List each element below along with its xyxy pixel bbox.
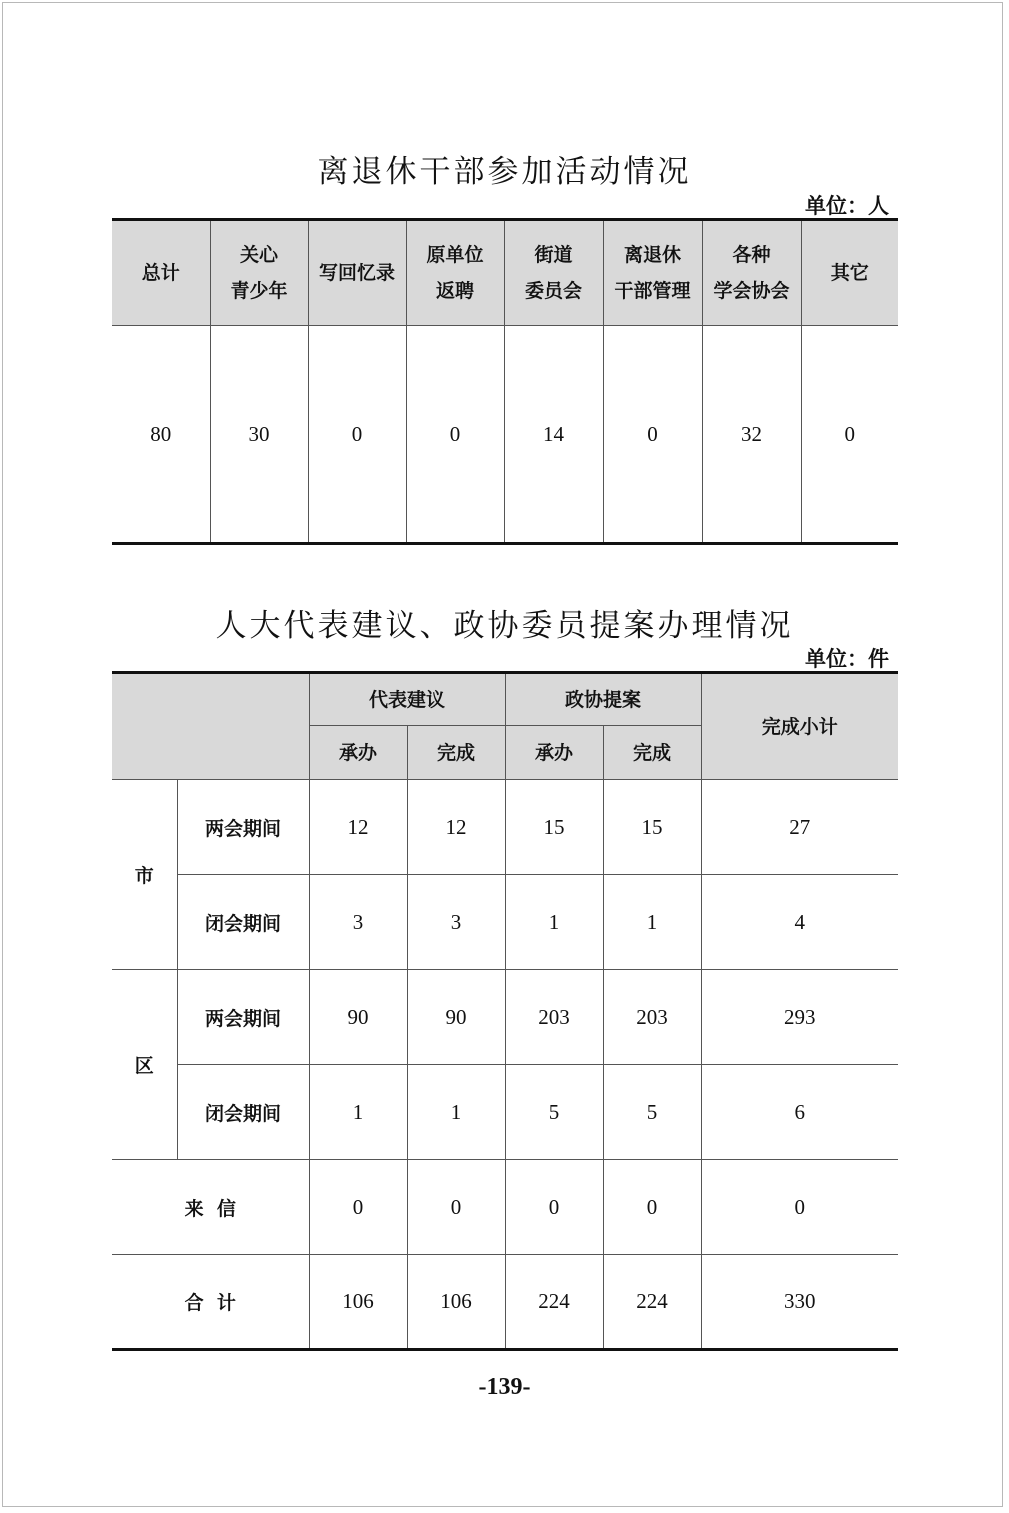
table-cell: 330 <box>701 1255 898 1350</box>
value-retiree-management: 0 <box>603 326 702 544</box>
header-associations: 各种 学会协会 <box>702 220 801 326</box>
value-youth-care: 30 <box>210 326 308 544</box>
table2-title: 人大代表建议、政协委员提案办理情况 <box>215 608 794 644</box>
table-cell: 106 <box>407 1255 505 1350</box>
table-cell: 3 <box>309 875 407 970</box>
value-other: 0 <box>801 326 898 544</box>
header-memoirs: 写回忆录 <box>308 220 406 326</box>
header-cppcc-completed: 完成 <box>603 726 701 780</box>
table-cell: 90 <box>407 970 505 1065</box>
table-cell: 15 <box>505 780 603 875</box>
row-label: 闭会期间 <box>177 1065 309 1160</box>
table-cell: 90 <box>309 970 407 1065</box>
table-cell: 0 <box>701 1160 898 1255</box>
header-youth-care: 关心 青少年 <box>210 220 308 326</box>
proposals-handling-table <box>112 671 898 1351</box>
header-completed-subtotal: 完成小计 <box>701 673 898 780</box>
table1-title: 离退休干部参加活动情况 <box>317 154 692 190</box>
corner-header <box>112 673 309 780</box>
table-cell: 0 <box>505 1160 603 1255</box>
table-cell: 0 <box>309 1160 407 1255</box>
table-cell: 12 <box>309 780 407 875</box>
value-memoirs: 0 <box>308 326 406 544</box>
table1-unit: 单位：人 <box>805 194 889 218</box>
table-cell: 6 <box>701 1065 898 1160</box>
table-cell: 3 <box>407 875 505 970</box>
value-rehired: 0 <box>406 326 504 544</box>
page-number: -139- <box>478 1374 531 1400</box>
table-cell: 224 <box>603 1255 701 1350</box>
row-label: 两会期间 <box>177 780 309 875</box>
group-city: 市 <box>112 780 177 970</box>
value-total: 80 <box>112 326 210 544</box>
header-other: 其它 <box>801 220 898 326</box>
header-cppcc-proposals: 政协提案 <box>505 673 701 726</box>
table-cell: 224 <box>505 1255 603 1350</box>
row-total-label: 合 计 <box>112 1255 309 1350</box>
table-cell: 0 <box>603 1160 701 1255</box>
row-label: 两会期间 <box>177 970 309 1065</box>
value-street-committee: 14 <box>504 326 603 544</box>
table-cell: 5 <box>505 1065 603 1160</box>
table-cell: 5 <box>603 1065 701 1160</box>
header-deputy-suggestions: 代表建议 <box>309 673 505 726</box>
table-cell: 4 <box>701 875 898 970</box>
header-deputy-completed: 完成 <box>407 726 505 780</box>
table-cell: 203 <box>505 970 603 1065</box>
table-cell: 1 <box>603 875 701 970</box>
header-rehired: 原单位 返聘 <box>406 220 504 326</box>
table-cell: 203 <box>603 970 701 1065</box>
header-street-committee: 街道 委员会 <box>504 220 603 326</box>
table2-unit: 单位：件 <box>805 647 889 671</box>
header-deputy-handled: 承办 <box>309 726 407 780</box>
table-cell: 106 <box>309 1255 407 1350</box>
table-cell: 12 <box>407 780 505 875</box>
table-cell: 0 <box>407 1160 505 1255</box>
header-total: 总计 <box>112 220 210 326</box>
table-cell: 1 <box>505 875 603 970</box>
table-cell: 27 <box>701 780 898 875</box>
group-district: 区 <box>112 970 177 1160</box>
row-letters-label: 来 信 <box>112 1160 309 1255</box>
header-retiree-management: 离退休 干部管理 <box>603 220 702 326</box>
retired-cadres-activity-table <box>112 218 898 545</box>
value-associations: 32 <box>702 326 801 544</box>
table-cell: 15 <box>603 780 701 875</box>
table-cell: 1 <box>309 1065 407 1160</box>
row-label: 闭会期间 <box>177 875 309 970</box>
table-cell: 293 <box>701 970 898 1065</box>
header-cppcc-handled: 承办 <box>505 726 603 780</box>
table-cell: 1 <box>407 1065 505 1160</box>
